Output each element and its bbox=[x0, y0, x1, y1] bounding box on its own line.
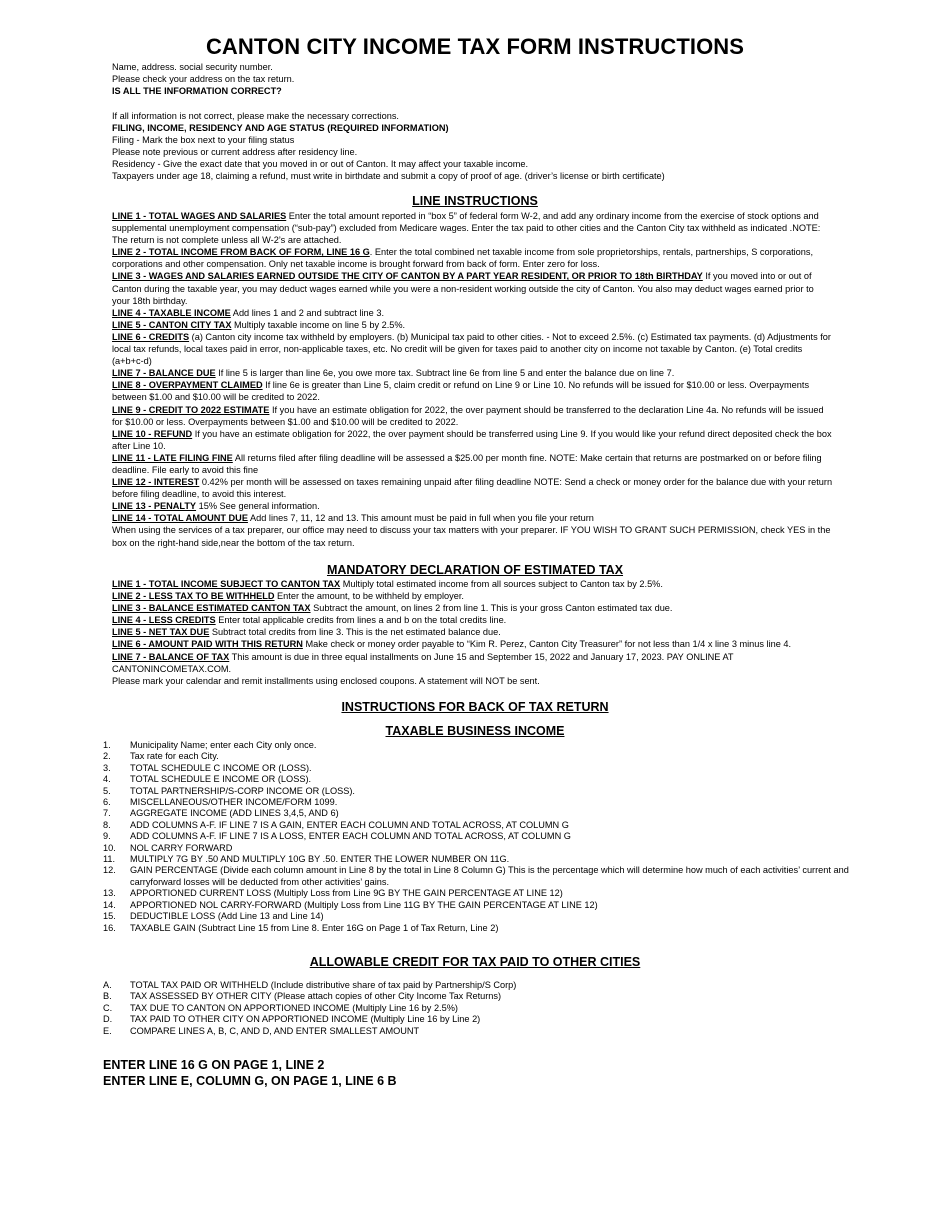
item-text: Municipality Name; enter each City only once. bbox=[130, 740, 317, 750]
intro-question: IS ALL THE INFORMATION CORRECT? bbox=[112, 86, 282, 97]
estimate-label: LINE 3 - BALANCE ESTIMATED CANTON TAX bbox=[112, 603, 311, 614]
line-item bbox=[112, 404, 834, 428]
line-label: LINE 5 - CANTON CITY TAX bbox=[112, 319, 232, 330]
item-text: TOTAL PARTNERSHIP/S-CORP INCOME OR (LOSS). bbox=[130, 785, 355, 796]
line-item bbox=[112, 210, 834, 246]
item-number: 13. bbox=[103, 888, 116, 899]
line-label: LINE 1 - TOTAL WAGES AND SALARIES bbox=[112, 211, 287, 221]
estimate-text: Make check or money order payable to “Kim R. Perez, Canton City Treasurer” for not less than 1/4 x line 3 minus line 4. bbox=[302, 639, 792, 650]
estimate-item bbox=[112, 614, 834, 626]
estimated-tax-list bbox=[112, 578, 834, 687]
list-item bbox=[103, 923, 853, 934]
estimate-label: LINE 7 - BALANCE OF TAX bbox=[112, 651, 230, 662]
line-text: Add lines 7, 11, 12 and 13. This amount must be paid in full when you file your return bbox=[247, 513, 594, 524]
list-item bbox=[103, 786, 853, 797]
line-item bbox=[112, 319, 834, 331]
item-text: Tax rate for each City. bbox=[130, 751, 219, 762]
line-label: LINE 14 - TOTAL AMOUNT DUE bbox=[112, 513, 248, 524]
list-item bbox=[103, 831, 853, 842]
item-text: DEDUCTIBLE LOSS (Add Line 13 and Line 14) bbox=[130, 911, 324, 922]
taxable-business-income-heading: TAXABLE BUSINESS INCOME bbox=[385, 724, 565, 738]
item-number: 12. bbox=[103, 865, 116, 876]
item-number: 3. bbox=[103, 762, 111, 773]
list-item bbox=[103, 900, 853, 911]
item-letter: C. bbox=[103, 1002, 113, 1013]
item-number: 5. bbox=[103, 785, 111, 796]
estimate-text: Multiply total estimated income from all sources subject to Canton tax by 2.5%. bbox=[340, 579, 663, 589]
line-item bbox=[112, 246, 834, 270]
estimate-text: Enter the amount, to be withheld by employer. bbox=[274, 591, 464, 602]
line-item bbox=[112, 428, 834, 452]
line-text: 0.42% per month will be assessed on taxes remaining unpaid after filing deadline NOTE: Send a check or money order for the balance due with your return before filing deadline, to avoid this interest. bbox=[112, 477, 833, 500]
list-item bbox=[103, 1003, 853, 1014]
estimate-item bbox=[112, 651, 834, 675]
list-item bbox=[103, 820, 853, 831]
list-item bbox=[103, 865, 853, 888]
item-text: TOTAL SCHEDULE E INCOME OR (LOSS). bbox=[130, 774, 312, 785]
list-item bbox=[103, 763, 853, 774]
back-instructions-heading: INSTRUCTIONS FOR BACK OF TAX RETURN bbox=[341, 700, 609, 714]
item-number: 8. bbox=[103, 819, 111, 830]
line-item bbox=[112, 452, 834, 476]
item-number: 2. bbox=[103, 751, 111, 762]
line-text: If line 6e is greater than Line 5, claim credit or refund on Line 9 or Line 10. No refunds will be issued for $10.00 or less. Overpayments between $1.00 and $10.00 will be credited to 2022. bbox=[112, 380, 810, 403]
line-item bbox=[112, 270, 834, 306]
list-item bbox=[103, 1026, 853, 1037]
allowable-credit-heading: ALLOWABLE CREDIT FOR TAX PAID TO OTHER CITIES bbox=[309, 955, 641, 969]
item-text: TAXABLE GAIN (Subtract Line 15 from Line 8. Enter 16G on Page 1 of Tax Return, Line 2) bbox=[130, 922, 499, 933]
item-text: COMPARE LINES A, B, C, AND D, AND ENTER SMALLEST AMOUNT bbox=[130, 1025, 420, 1036]
list-item bbox=[103, 854, 853, 865]
item-number: 9. bbox=[103, 831, 111, 842]
item-letter: D. bbox=[103, 1014, 113, 1025]
item-number: 14. bbox=[103, 899, 116, 910]
estimate-item bbox=[112, 638, 834, 650]
item-number: 6. bbox=[103, 797, 111, 808]
item-text: ADD COLUMNS A-F. IF LINE 7 IS A GAIN, ENTER EACH COLUMN AND TOTAL ACROSS, AT COLUMN G bbox=[130, 819, 569, 830]
line-text: All returns filed after filing deadline will be assessed a $25.00 per month fine. NOTE: Make certain that returns are postmarked on or before filing deadline. File early to avoid this fine bbox=[112, 452, 822, 475]
item-letter: B. bbox=[103, 991, 112, 1002]
line-label: LINE 6 - CREDITS bbox=[112, 331, 190, 342]
line-label: LINE 3 - WAGES AND SALARIES EARNED OUTSIDE THE CITY OF CANTON BY A PART YEAR RESIDENT, OR PRIOR TO 18th BIRTHDAY bbox=[112, 271, 703, 282]
line-label: LINE 2 - TOTAL INCOME FROM BACK OF FORM, LINE 16 G bbox=[112, 247, 370, 258]
estimate-text: Subtract total credits from line 3. This is the net estimated balance due. bbox=[209, 627, 501, 638]
estimate-label: LINE 6 - AMOUNT PAID WITH THIS RETURN bbox=[112, 639, 303, 650]
list-item bbox=[103, 808, 853, 819]
estimated-tax-heading: MANDATORY DECLARATION OF ESTIMATED TAX bbox=[326, 563, 624, 577]
list-item bbox=[103, 1014, 853, 1025]
item-number: 10. bbox=[103, 842, 116, 853]
line-item bbox=[112, 512, 834, 524]
item-text: MULTIPLY 7G BY .50 AND MULTIPLY 10G BY .50. ENTER THE LOWER NUMBER ON 11G. bbox=[130, 854, 510, 865]
allowable-credit-list bbox=[103, 980, 853, 1037]
line-text: 15% See general information. bbox=[196, 501, 320, 512]
estimate-label: LINE 2 - LESS TAX TO BE WITHHELD bbox=[112, 591, 275, 602]
estimate-item bbox=[112, 590, 834, 602]
estimate-item bbox=[112, 602, 834, 614]
line-text: Add lines 1 and 2 and subtract line 3. bbox=[230, 307, 384, 318]
estimate-item bbox=[112, 578, 834, 590]
estimate-text: Subtract the amount, on lines 2 from line 1. This is your gross Canton estimated tax due. bbox=[310, 603, 673, 614]
estimate-text: This amount is due in three equal installments on June 15 and September 15, 2022 and January 17, 2023. PAY ONLINE AT CANTONINCOMETAX.COM. bbox=[112, 651, 734, 674]
intro-line: Please check your address on the tax return. bbox=[112, 74, 295, 85]
item-text: TAX DUE TO CANTON ON APPORTIONED INCOME (Multiply Line 16 by 2.5%) bbox=[130, 1002, 458, 1013]
intro-block bbox=[112, 61, 834, 97]
line-text: Enter the total amount reported in “box 5” of federal form W-2, and add any ordinary income from the exercise of stock options and supplemental unemployment compensation (“sub-pay”) excluded from Medicare wages. Enter the tax paid to other cities and the Canton City tax withheld as indicated .NOTE: The return is not complete unless all W-2’s are attached. bbox=[112, 211, 821, 246]
line-item bbox=[112, 476, 834, 500]
list-item bbox=[103, 980, 853, 991]
item-text: GAIN PERCENTAGE (Divide each column amount in Line 8 by the total in Line 8 Column G) This is the percentage which will determine how much of each activities’ current and carryforward losses will be deducted from other activities’ gains. bbox=[130, 865, 849, 887]
business-income-list bbox=[103, 740, 853, 934]
final-line: ENTER LINE 16 G ON PAGE 1, LINE 2 bbox=[103, 1058, 325, 1072]
item-letter: A. bbox=[103, 980, 112, 990]
item-text: APPORTIONED CURRENT LOSS (Multiply Loss from Line 9G BY THE GAIN PERCENTAGE AT LINE 12) bbox=[130, 888, 563, 899]
item-text: NOL CARRY FORWARD bbox=[130, 842, 233, 853]
item-text: MISCELLANEOUS/OTHER INCOME/FORM 1099. bbox=[130, 797, 338, 808]
line-label: LINE 11 - LATE FILING FINE bbox=[112, 452, 233, 463]
item-text: ADD COLUMNS A-F. IF LINE 7 IS A LOSS, ENTER EACH COLUMN AND TOTAL ACROSS, AT COLUMN G bbox=[130, 831, 571, 842]
list-item bbox=[103, 740, 853, 751]
estimate-note: Please mark your calendar and remit installments using enclosed coupons. A statement will NOT be sent. bbox=[112, 675, 540, 686]
line-instructions-list bbox=[112, 210, 834, 549]
line-label: LINE 8 - OVERPAYMENT CLAIMED bbox=[112, 380, 263, 391]
filing-line: Taxpayers under age 18, claiming a refund, must write in birthdate and submit a copy of proof of age. (driver’s license or birth certificate) bbox=[112, 171, 665, 182]
list-item bbox=[103, 991, 853, 1002]
filing-line: If all information is not correct, please make the necessary corrections. bbox=[112, 111, 399, 121]
list-item bbox=[103, 751, 853, 762]
list-item bbox=[103, 888, 853, 899]
item-text: TAX PAID TO OTHER CITY ON APPORTIONED INCOME (Multiply Line 16 by Line 2) bbox=[130, 1014, 481, 1025]
line-label: LINE 10 - REFUND bbox=[112, 428, 193, 439]
item-text: TAX ASSESSED BY OTHER CITY (Please attach copies of other City Income Tax Returns) bbox=[130, 991, 502, 1002]
item-text: AGGREGATE INCOME (ADD LINES 3,4,5, AND 6) bbox=[130, 808, 339, 819]
line-text: If you moved into or out of Canton during the taxable year, you may deduct wages earned while you were a non-resident working outside the city of Canton. You also may deduct wages earned prior to your 18th birthday. bbox=[112, 271, 814, 306]
item-text: TOTAL TAX PAID OR WITHHELD (Include distributive share of tax paid by Partnership/S Corp) bbox=[130, 980, 517, 990]
item-text: APPORTIONED NOL CARRY-FORWARD (Multiply Loss from Line 11G BY THE GAIN PERCENTAGE AT LINE 12) bbox=[130, 899, 598, 910]
item-number: 4. bbox=[103, 774, 111, 785]
estimate-label: LINE 5 - NET TAX DUE bbox=[112, 627, 210, 638]
line-label: LINE 7 - BALANCE DUE bbox=[112, 368, 216, 379]
final-line: ENTER LINE E, COLUMN G, ON PAGE 1, LINE 6 B bbox=[103, 1074, 397, 1088]
preparer-note: When using the services of a tax preparer, our office may need to discuss your tax matters with your preparer. IF YOU WISH TO GRANT SUCH PERMISSION, check YES in the box on the right-hand side,near the bottom of the tax return. bbox=[112, 525, 831, 548]
filing-line: Residency - Give the exact date that you moved in or out of Canton. It may affect your taxable income. bbox=[112, 159, 529, 170]
line-text: If line 5 is larger than line 6e, you owe more tax. Subtract line 6e from line 5 and enter the balance due on line 7. bbox=[215, 368, 675, 379]
line-text: If you have an estimate obligation for 2022, the over payment should be transferred using Line 9. If you would like your refund direct deposited check the box after Line 10. bbox=[112, 428, 832, 451]
item-text: TOTAL SCHEDULE C INCOME OR (LOSS). bbox=[130, 762, 312, 773]
line-label: LINE 12 - INTEREST bbox=[112, 477, 200, 488]
line-text: If you have an estimate obligation for 2022, the over payment should be transferred to the declaration Line 4a. No refunds will be issued for $10.00 or less. Overpayments between $1.00 and $10.00 will be credited to 2022. bbox=[112, 404, 824, 427]
estimate-item bbox=[112, 626, 834, 638]
line-text: (a) Canton city income tax withheld by employers. (b) Municipal tax paid to other cities. - Not to exceed 2.5%. (c) Estimated tax payments. (d) Adjustments for local tax refunds, local taxes paid in error, non-applicable taxes, etc. No credit will be given for taxes paid to another city on income not taxable by Canton. (e) Total credits (a+b+c-d) bbox=[112, 331, 831, 367]
item-number: 1. bbox=[103, 740, 111, 750]
estimate-label: LINE 4 - LESS CREDITS bbox=[112, 615, 216, 626]
line-label: LINE 9 - CREDIT TO 2022 ESTIMATE bbox=[112, 404, 270, 415]
list-item bbox=[103, 797, 853, 808]
item-letter: E. bbox=[103, 1025, 112, 1036]
estimate-text: Enter total applicable credits from lines a and b on the total credits line. bbox=[215, 615, 507, 626]
page-title: CANTON CITY INCOME TAX FORM INSTRUCTIONS bbox=[205, 34, 745, 59]
item-number: 7. bbox=[103, 808, 111, 819]
item-number: 15. bbox=[103, 911, 116, 922]
line-item bbox=[112, 367, 834, 379]
line-text: . Enter the total combined net taxable income from sole proprietorships, rentals, partnerships, S corporations, corporations and other compensation. Only net taxable income is brought forward from back of form. Enter zero for loss. bbox=[112, 247, 814, 270]
intro-line: Name, address. social security number. bbox=[112, 62, 273, 72]
line-text: Multiply taxable income on line 5 by 2.5%. bbox=[231, 319, 406, 330]
filing-line: Please note previous or current address after residency line. bbox=[112, 147, 358, 158]
line-item bbox=[112, 331, 834, 367]
estimate-label: LINE 1 - TOTAL INCOME SUBJECT TO CANTON TAX bbox=[112, 579, 341, 589]
line-label: LINE 4 - TAXABLE INCOME bbox=[112, 307, 231, 318]
list-item bbox=[103, 774, 853, 785]
line-instructions-heading: LINE INSTRUCTIONS bbox=[412, 194, 538, 208]
line-item bbox=[112, 500, 834, 512]
item-number: 16. bbox=[103, 922, 116, 933]
filing-line: Filing - Mark the box next to your filing status bbox=[112, 135, 295, 146]
line-item bbox=[112, 379, 834, 403]
list-item bbox=[103, 843, 853, 854]
list-item bbox=[103, 911, 853, 922]
item-number: 11. bbox=[103, 854, 116, 865]
line-item bbox=[112, 307, 834, 319]
filing-heading: FILING, INCOME, RESIDENCY AND AGE STATUS (REQUIRED INFORMATION) bbox=[112, 123, 449, 134]
line-label: LINE 13 - PENALTY bbox=[112, 501, 197, 512]
final-instructions bbox=[103, 1057, 397, 1089]
filing-block bbox=[112, 110, 834, 183]
